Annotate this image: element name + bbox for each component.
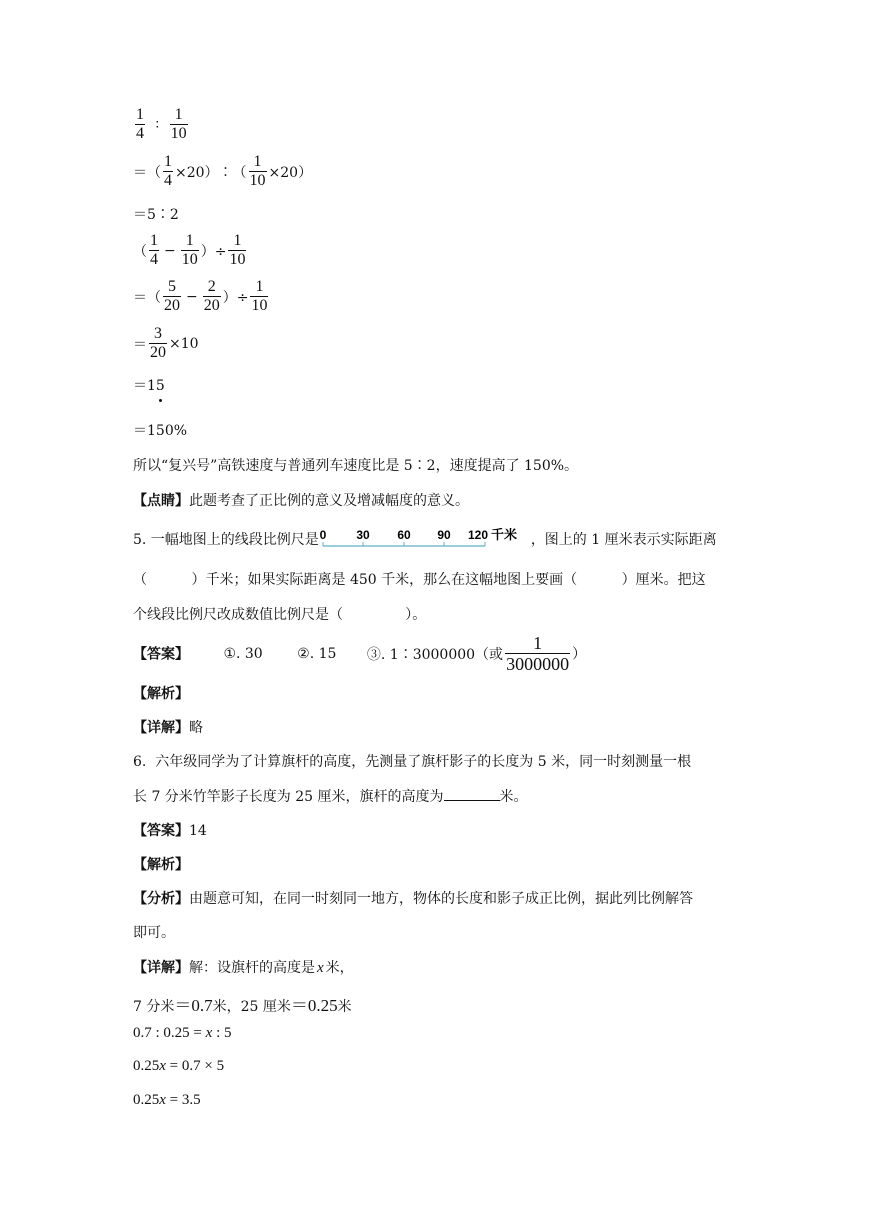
answer-1: ①. 30 [223,645,263,662]
q6-line-1: 6. 六年级同学为了计算旗杆的高度，先测量了旗杆影子的长度为 5 米，同一时刻测量一根 [133,754,692,770]
fraction: $\frac{1}{10}$ [170,106,187,142]
comment-line: 【点睛】此题考查了正比例的意义及增减幅度的意义。 [133,493,469,509]
answer-label: 【答案】 [133,646,189,663]
calc-line-6: ＝ $\frac{3}{20}$ ×10 [133,325,199,361]
fenxi-label: 【分析】 [133,891,189,907]
q6-analysis-label: 【解析】 [133,857,189,873]
calc-line-2: ＝（ $\frac{1}{4}$ ×20）∶（ $\frac{1}{10}$ ×20） [133,153,313,189]
scale-label: 60 [397,528,411,542]
q6-answer: 【答案】14 [133,823,207,839]
fraction: $\frac{1}{4}$ [164,153,172,189]
answer-label: 【答案】 [133,823,189,839]
answer-2: ②. 15 [297,645,337,662]
detail-label: 【详解】 [133,720,189,736]
calc-line-5: ＝（ $\frac{5}{20}$ − $\frac{2}{20}$ ）÷ $\frac{1}{10}$ [133,278,268,314]
fraction: $\frac{1}{10}$ [251,278,268,314]
q5-detail: 【详解】略 [133,720,203,736]
scale-bar [319,528,531,552]
fraction: $\frac{3}{20}$ [150,325,166,361]
q6-fenxi: 【分析】由题意可知，在同一时刻同一地方，物体的长度和影子成正比例，据此列比例解答 [133,891,693,907]
fraction: $\frac{1}{3000000}$ [506,633,570,674]
q6-equation-2: 0.25x = 0.7 × 5 [133,1058,225,1074]
calc-line-4: （ $\frac{1}{4}$ − $\frac{1}{10}$ ）÷ $\frac{1}{10}$ [133,232,246,268]
fraction: $\frac{1}{4}$ [150,232,158,268]
comment-label: 【点睛】 [133,493,189,509]
q6-line-2: 长 7 分米竹竿影子长度为 25 厘米，旗杆的高度为 米。 [133,786,528,806]
answer-3: ③. 1∶3000000（或 [366,646,504,663]
scale-label: 0 [319,528,327,542]
answer-blank [444,786,500,801]
fraction: $\frac{1}{10}$ [181,232,198,268]
scale-unit: 千米 [490,528,517,542]
conclusion-text: 所以“复兴号”高铁速度与普通列车速度比是 5∶2，速度提高了 150%。 [133,458,579,474]
q6-fenxi-cont: 即可。 [133,925,175,941]
q5-line-3: 个线段比例尺改成数值比例尺是（ ）。 [133,607,427,623]
scale-label: 90 [437,528,451,542]
detail-label: 【详解】 [133,960,189,976]
calc-line-7: ＝15 [133,378,165,394]
q5-line-2: （ ）千米；如果实际距离是 450 千米，那么在这幅地图上要画（ ）厘米。把这 [133,572,706,588]
q6-equation-1: 0.7 : 0.25 = x : 5 [133,1025,232,1041]
q5-analysis-label: 【解析】 [133,686,189,702]
repeating-digit: 5 [155,378,165,394]
fraction: $\frac{1}{10}$ [249,153,266,189]
q5-answer: 【答案】 ①. 30 ②. 15 ③. 1∶3000000（或 $\frac{1}{3000000}$ ） [133,633,587,674]
scale-label: 120 [467,528,488,542]
calc-line-1: $\frac{1}{4}$ ∶ $\frac{1}{10}$ [136,106,187,142]
q6-equation-3: 0.25x = 3.5 [133,1092,201,1108]
fraction: $\frac{2}{20}$ [203,278,220,314]
fraction: $\frac{5}{20}$ [164,278,180,314]
fraction: $\frac{1}{10}$ [229,232,246,268]
fraction: $\frac{1}{4}$ [136,106,144,142]
q6-detail: 【详解】解：设旗杆的高度是 x 米， [133,960,354,976]
calc-line-8: ＝150% [133,423,188,439]
q6-conversion: 7 分米＝0.7米，25 厘米＝0.25米 [133,996,352,1015]
q5-line-1: 5. 一幅地图上的线段比例尺是 0 30 60 90 120 千米 ，图上的 1 厘米表示实际距离 [133,528,717,552]
calc-line-3: ＝5∶2 [133,207,179,223]
scale-label: 30 [356,528,370,542]
